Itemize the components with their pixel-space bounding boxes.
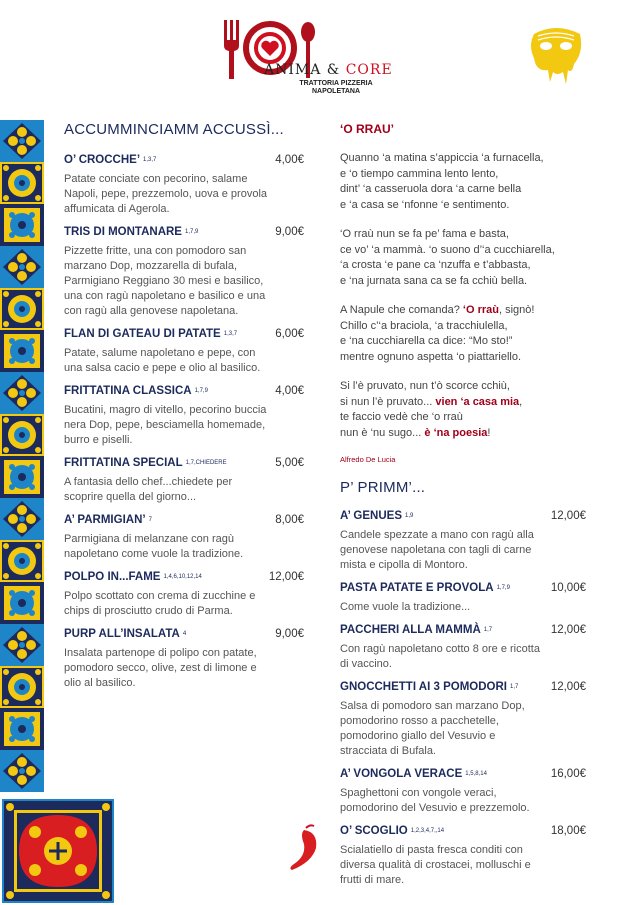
menu-item-name-text: A’ GENUES (340, 510, 402, 522)
allergens: 1,9 (405, 513, 414, 519)
menu-item-description: Salsa di pomodoro san marzano Dop, pomodorino rosso a pacchetelle, pomodorino giallo del Vesuvio e stracciata di Bufala. (340, 700, 525, 757)
poem-line (340, 319, 586, 335)
menu-item-description: Come vuole la tradizione... (340, 601, 471, 613)
menu-item-name (64, 513, 267, 528)
poem-text-segment: ‘O rraù nun se fa pe’ fama e basta, (340, 228, 509, 240)
poem-text (340, 151, 586, 441)
menu-item (64, 384, 304, 448)
menu-item-price: 12,00€ (550, 510, 586, 522)
right-column (340, 122, 586, 888)
poem-text-segment: mentre ognuno aspetta ‘o piattariello. (340, 350, 522, 363)
allergens: 4 (182, 631, 187, 637)
allergens: 1,4,6,10,12,14 (163, 574, 202, 580)
menu-item (340, 680, 586, 759)
poem-highlight: è ‘na poesia (424, 426, 488, 439)
menu-item (64, 327, 304, 376)
logo-core: CORE (345, 62, 393, 78)
poem-text-segment: A Napule che comanda? (340, 304, 463, 316)
majolica-tile-icon (0, 750, 44, 792)
allergens: 1,7,9 (496, 585, 510, 591)
poem-line (340, 227, 586, 243)
menu-item (64, 153, 304, 217)
allergens: 1,7,9 (194, 388, 208, 394)
menu-item-name (64, 153, 267, 168)
poem-text-segment: , signò! (499, 304, 535, 316)
antipasti-section (64, 121, 304, 691)
menu-item-name-text: A’ PARMIGIAN’ (64, 514, 146, 526)
menu-item-name-text: TRIS DI MONTANARE (64, 226, 182, 238)
menu-item-description: Pizzette fritte, una con pomodoro san marzano Dop, mozzarella di bufala, Parmigiano Reggiano 30 mesi e basilico, una con ragù napoletano e basilico e una con ragù alla genovese napoletana. (64, 245, 266, 317)
majolica-tile-icon (0, 498, 44, 540)
majolica-tile-icon (0, 666, 44, 708)
menu-item-description: A fantasia dello chef...chiedete per scoprire quella del giorno... (64, 476, 233, 503)
poem-text-segment: e ‘o tiempo cammina lento lento, (340, 167, 499, 180)
menu-item-name (340, 581, 543, 596)
poem-text-segment: Quanno ‘a matina s’appiccia ‘a furnacella, (340, 152, 544, 164)
poem-highlight: ‘O rraù (462, 304, 499, 316)
menu-item-price: 12,00€ (550, 681, 586, 693)
menu-item-name (340, 824, 543, 839)
allergens: 1,7,CHIEDERE (185, 460, 227, 466)
allergens: 1,7 (509, 684, 519, 690)
majolica-tile-icon (0, 414, 44, 456)
majolica-tile-icon (0, 288, 44, 330)
menu-item-name-text: O’ SCOGLIO (340, 825, 408, 837)
menu-item-name-text: A’ VONGOLA VERACE (340, 768, 463, 780)
menu-item-price: 12,00€ (268, 571, 304, 583)
allergens: 1,3,7 (143, 157, 157, 163)
menu-item-name (340, 623, 543, 638)
poem-line (340, 274, 586, 290)
menu-item (340, 581, 586, 615)
menu-item-name (64, 384, 267, 399)
majolica-tile-icon (0, 708, 44, 750)
menu-item (64, 570, 304, 619)
majolica-tile-icon (0, 624, 44, 666)
menu-item (64, 456, 304, 505)
menu-item-description: Bucatini, magro di vitello, pecorino buccia nera Dop, pepe, besciamella homemade, burro e piselli. (64, 404, 267, 446)
poem-text-segment: , (519, 395, 523, 408)
menu-item-name (340, 680, 543, 695)
menu-item-price: 8,00€ (275, 514, 304, 526)
menu-item-price: 4,00€ (275, 154, 304, 166)
majolica-tile-icon (0, 204, 44, 246)
menu-item-name-text: PACCHERI ALLA MAMMÀ (340, 624, 481, 636)
poem-line (340, 151, 586, 167)
menu-item-description: Spaghettoni con vongole veraci, pomodorino del Vesuvio e prezzemolo. (340, 787, 530, 814)
menu-item-price: 4,00€ (275, 385, 304, 397)
menu-item-name-text: POLPO IN...FAME (64, 571, 161, 583)
menu-item-name (64, 627, 267, 642)
menu-item (340, 623, 586, 672)
poem-line (340, 243, 586, 259)
poem-line (340, 379, 586, 395)
poem-text-segment: si nun l’è pruvato... (340, 395, 436, 408)
majolica-tile-icon (0, 120, 44, 162)
menu-item-name (64, 456, 267, 471)
menu-item (340, 767, 586, 816)
menu-item (340, 824, 586, 888)
pulcinella-mask-icon (528, 24, 584, 90)
poem-line (340, 350, 586, 366)
poem-text-segment: dint’ ‘a casseruola dora ‘a carne bella (340, 183, 522, 195)
allergens: 1,5,8,14 (465, 771, 487, 777)
menu-item-price: 18,00€ (550, 825, 586, 837)
menu-item (64, 627, 304, 691)
majolica-tile-icon (0, 372, 44, 414)
menu-item-name-text: PASTA PATATE E PROVOLA (340, 582, 494, 594)
poem-line (340, 426, 586, 442)
menu-item-price: 9,00€ (275, 226, 304, 238)
chili-pepper-icon (288, 822, 322, 872)
menu-item-name (340, 509, 543, 524)
menu-item-name-text: GNOCCHETTI AI 3 POMODORI (340, 681, 507, 693)
poem-line (340, 334, 586, 350)
menu-item-name-text: FRITTATINA SPECIAL (64, 457, 183, 469)
menu-item-price: 9,00€ (275, 628, 304, 640)
majolica-tile-icon (0, 540, 44, 582)
poem-line (340, 198, 586, 214)
menu-item-price: 10,00€ (550, 582, 586, 594)
poem-line (340, 167, 586, 183)
menu-item-name-text: O’ CROCCHE’ (64, 154, 141, 166)
poem-text-segment: e ‘na cucchiarella ca dice: “Mo sto!” (340, 335, 513, 347)
menu-item-description: Scialatiello di pasta fresca conditi con diversa qualità di crostacei, molluschi e frutti di mare. (340, 844, 531, 886)
menu-item-price: 16,00€ (550, 768, 586, 780)
majolica-tile-icon (0, 330, 44, 372)
poem-text-segment: te faccio vedè che ‘o rraù (340, 411, 463, 423)
majolica-tile-icon (0, 456, 44, 498)
poem-text-segment: Si l’è pruvato, nun t’ò scorce cchiù, (340, 380, 510, 392)
allergens: 1,7,9 (184, 229, 199, 235)
menu-item-description: Polpo scottato con crema di zucchine e chips di prosciutto crudo di Parma. (64, 590, 256, 617)
poem-line (340, 410, 586, 426)
menu-item-name-text: FRITTATINA CLASSICA (64, 385, 192, 397)
majolica-tile-icon (0, 582, 44, 624)
majolica-tile-icon (0, 246, 44, 288)
menu-item-name (64, 225, 267, 240)
menu-item-description: Con ragù napoletano cotto 8 ore e ricotta di vaccino. (340, 643, 540, 670)
poem-author: Alfredo De Lucia (340, 455, 396, 464)
menu-item (64, 513, 304, 562)
poem-highlight: vien ‘a casa mia (435, 395, 520, 408)
menu-item (64, 225, 304, 319)
logo-amp: & (326, 62, 341, 78)
poem-stanza (340, 227, 586, 289)
poem-text-segment: ce vo’ ‘a mammà. ‘o suono d’‘a cucchiarella, (340, 243, 555, 256)
allergens: 1,2,3,4,7,,14 (410, 828, 445, 834)
poem-stanza (340, 303, 586, 365)
poem-text-segment: ! (487, 426, 491, 439)
menu-item-description: Insalata partenope di polipo con patate, pomodoro secco, olive, zest di limone e olio al basilico. (64, 647, 257, 689)
decorative-majolica-tile (2, 799, 114, 903)
logo-subtitle-2: NAPOLETANA (311, 88, 361, 95)
restaurant-logo (222, 18, 402, 100)
decorative-tile-border (0, 120, 45, 792)
poem-stanza (340, 379, 586, 441)
menu-item-name-text: PURP ALL’INSALATA (64, 628, 180, 640)
menu-item (340, 509, 586, 573)
menu-item-description: Patate conciate con pecorino, salame Napoli, pepe, prezzemolo, uova e provola affumicata di Agerola. (64, 173, 268, 215)
logo-subtitle-1: TRATTORIA PIZZERIA (299, 80, 373, 87)
section-title-primi: P’ PRIMM’... (340, 479, 426, 496)
poem-line (340, 182, 586, 198)
menu-item-price: 12,00€ (550, 624, 586, 636)
menu-item-name (64, 327, 267, 342)
poem-title: ‘O RRAU’ (340, 122, 394, 136)
menu-item-price: 6,00€ (275, 328, 304, 340)
menu-item-name-text: FLAN DI GATEAU DI PATATE (64, 328, 221, 340)
poem-line (340, 258, 586, 274)
poem-text-segment: nun è ‘nu sugo... (340, 426, 425, 439)
section-title-antipasti: ACCUMMINCIAMM ACCUSSÌ... (64, 121, 284, 138)
poem-text-segment: Chillo c’‘a braciola, ‘a tracchiulella, (340, 319, 508, 332)
poem-text-segment: ‘a crosta ‘e pane ca ‘nzuffa e t’abbasta, (340, 259, 531, 271)
menu-item-price: 5,00€ (275, 457, 304, 469)
poem-line (340, 303, 586, 319)
menu-item-name (340, 767, 543, 782)
allergens: 7 (148, 517, 152, 523)
logo-anima: ANIMA (264, 62, 322, 78)
poem-line (340, 395, 586, 411)
poem-text-segment: e ‘na jurnata sana ca se fa cchiù bella. (340, 274, 528, 287)
allergens: 1,7 (483, 627, 493, 633)
allergens: 1,3,7 (223, 331, 238, 337)
menu-item-description: Parmigiana di melanzane con ragù napoletano come vuole la tradizione. (64, 533, 244, 560)
poem-text-segment: e ‘a casa se ‘nfonne ‘e sentimento. (340, 198, 510, 211)
menu-item-description: Patate, salume napoletano e pepe, con una salsa cacio e pepe e olio al basilico. (64, 347, 261, 374)
majolica-tile-icon (0, 162, 44, 204)
menu-item-name (64, 570, 261, 585)
menu-item-description: Candele spezzate a mano con ragù alla genovese napoletana con tagli di carne mista e cipolla di Montoro. (340, 529, 534, 571)
poem-stanza (340, 151, 586, 213)
